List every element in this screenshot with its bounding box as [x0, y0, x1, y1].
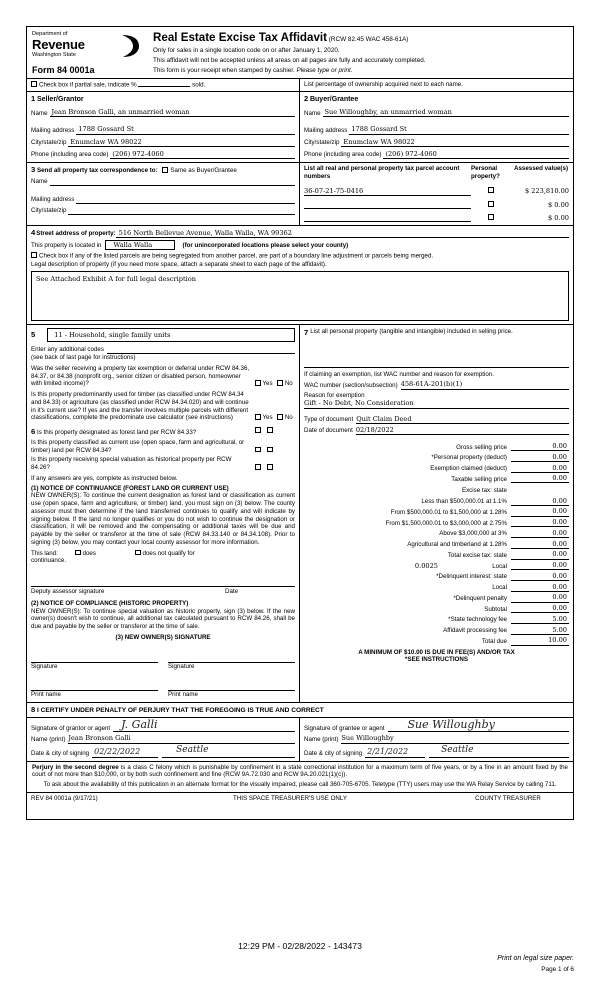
section8-number: 8 — [31, 705, 36, 715]
historic-question: Is this property receiving special valuation as historical property per RCW 84.26? — [31, 456, 232, 472]
document-date-label: Date of document — [304, 427, 353, 435]
same-as-buyer-checkbox[interactable] — [162, 167, 168, 173]
located-in-value[interactable]: Walla Walla — [105, 240, 175, 250]
correspondence-block — [27, 163, 299, 225]
compliance-title: (2) NOTICE OF COMPLIANCE (HISTORIC PROPERTY) — [31, 599, 189, 607]
rate-tier-5-label: Agricultural and timberland at 1.28% — [407, 541, 507, 549]
money-row — [304, 593, 569, 602]
buyer-name-value[interactable]: Sue Willoughby, an unmarried woman — [323, 108, 569, 117]
segregation-label: Check box if any of the listed parcels are being segregated from another parcel, are part of a boundary line adjustment or parcels being merged. — [39, 252, 434, 260]
parcels-heading: List all real and personal property tax parcel account numbers — [304, 165, 460, 180]
personal-property-deduct-value[interactable]: 0.00 — [511, 453, 569, 462]
header-line-2: This affidavit will not be accepted unless all areas on all pages are fully and accurately completed. — [153, 57, 426, 65]
form-title: Real Estate Excise Tax Affidavit — [153, 31, 327, 44]
seller-phone-value[interactable]: (206) 972-4060 — [110, 150, 295, 159]
delinquent-penalty-value[interactable]: 0.00 — [511, 593, 569, 602]
table-row — [304, 214, 569, 222]
exemption-claimed-label: Exemption claimed (deduct) — [430, 464, 507, 472]
compliance-body: NEW OWNER(S): To continue special valuation as historic property, sign (3) below. If the new owner(s) doesn't wish to continue, all additional tax calculated pursuant to RCW 84.26, shall be due and payable by the seller or transferor at the time of sale. — [31, 607, 295, 631]
correspondence-name-value[interactable] — [50, 178, 295, 186]
total-excise-state-value[interactable]: 0.00 — [511, 550, 569, 559]
agency-block — [27, 27, 145, 78]
wac-number-value[interactable]: 458-61A-201(b)(1) — [401, 380, 569, 389]
grantee-city-field[interactable] — [429, 747, 569, 758]
perjury-note-block — [27, 762, 573, 793]
ifyes-note: If any answers are yes, complete as instructed below. — [31, 474, 178, 482]
grantor-printname-label: Name (print) — [31, 735, 66, 743]
ret-affidavit-form — [26, 26, 574, 820]
personal-property-deduct-label: *Personal property (deduct) — [431, 454, 507, 462]
deputy-assessor-label: Deputy assessor signature — [31, 588, 105, 596]
table-row — [304, 201, 569, 209]
new-owner-printname-label-1: Print name — [31, 691, 61, 699]
land-does-not-checkbox[interactable] — [135, 550, 141, 556]
seller-number: 1 — [31, 94, 36, 104]
taxable-selling-price-label: Taxable selling price — [451, 475, 507, 483]
rate-tier-3-value[interactable]: 0.00 — [511, 518, 569, 527]
parcels-block — [299, 163, 573, 225]
buyer-csz-label: City/state/zip — [304, 139, 340, 147]
gross-selling-price-value[interactable]: 0.00 — [511, 442, 569, 451]
seller-name-label: Name — [31, 109, 48, 117]
grantee-date-field[interactable] — [365, 747, 425, 758]
new-owner-signature-label-1: Signature — [31, 662, 58, 670]
money-row — [304, 464, 569, 473]
current-use-question: Is this property classified as current use (open space, farm and agricultural, or timber) land per RCW 84.34? — [31, 438, 245, 454]
exemption-no-label: No — [284, 380, 293, 388]
timber-yes-checkbox[interactable] — [255, 414, 261, 420]
money-row — [304, 442, 569, 451]
grantee-signature-block — [299, 718, 573, 760]
new-owner-signature-title: (3) NEW OWNER(S) SIGNATURE — [115, 633, 211, 641]
form-revision: REV 84 0001a (9/17/21) — [31, 794, 98, 802]
local-value[interactable]: 0.00 — [511, 561, 569, 570]
receipt-timestamp: 12:29 PM - 02/28/2022 - 143473 — [238, 941, 362, 951]
exemption-no-checkbox[interactable] — [277, 380, 283, 386]
wac-number-label: WAC number (section/subsection) — [304, 381, 398, 389]
personal-property-checkbox-0[interactable] — [488, 187, 494, 193]
money-row — [304, 518, 569, 527]
partial-sale-percent[interactable] — [138, 86, 190, 87]
current-use-no-checkbox[interactable] — [267, 447, 273, 453]
state-technology-fee-value[interactable]: 5.00 — [511, 615, 569, 624]
buyer-csz-value[interactable]: Enumclaw WA 98022 — [341, 138, 569, 147]
continuance-body: NEW OWNER(S): To continue the current designation as forest land or classification as current use (open space, farm and agriculture, or timber) land, you must sign on (3) below. The county assessor must then determine if the land transferred continues to qualify and will indicate by signing below. If the land no longer qualifies or you do not wish to continue the designation or classification, it will be removed and the compensating or additional taxes will be due and payable by the seller or transferor at the time of sale (RCW 84.33.140 or 84.34.108). Prior to signing (3) below, you may contact your local county assessor for more information. — [31, 492, 295, 546]
buyer-number: 2 — [304, 94, 309, 104]
assessed-value-1[interactable]: $ 0.00 — [548, 200, 569, 209]
additional-codes-label: Enter any additional codes — [31, 346, 104, 354]
partial-sale-checkbox[interactable] — [31, 81, 37, 87]
grantor-printname-value[interactable]: Jean Bronson Galli — [68, 734, 295, 743]
buyer-phone-value[interactable]: (206) 972-4060 — [383, 150, 569, 159]
grantor-city-value: Seattle — [176, 745, 209, 756]
continuance-word: continuance. — [31, 557, 67, 565]
rate-tier-1-label: Less than $500,000.01 at 1.1% — [421, 498, 507, 506]
timber-no-checkbox[interactable] — [277, 414, 283, 420]
ada-note: To ask about the availability of this publication in an alternate format for the visually impaired, please call 360-705-6705. Teletype (TTY) users may use the WA Relay Service by calling 711. — [43, 781, 557, 789]
local-label: Local — [492, 562, 507, 570]
grantee-date-label: Date & city of signing — [304, 749, 363, 757]
forest-no-checkbox[interactable] — [267, 427, 273, 433]
personal-property-checkbox-1[interactable] — [488, 201, 494, 207]
correspondence-heading: Send all property tax correspondence to: — [36, 167, 158, 175]
grantee-signature-field[interactable] — [388, 717, 570, 732]
assessed-value-2[interactable]: $ 0.00 — [548, 214, 569, 223]
rate-tier-4-value[interactable]: 0.00 — [511, 529, 569, 538]
money-row — [304, 636, 569, 645]
subtotal-label: Subtotal — [484, 605, 507, 613]
correspondence-name-label: Name — [31, 178, 48, 186]
correspondence-mailing-label: Mailing address — [31, 196, 75, 204]
taxable-selling-price-value[interactable]: 0.00 — [511, 474, 569, 483]
document-date-value[interactable]: 02/18/2022 — [356, 426, 569, 435]
partial-sale-suffix: sold. — [192, 81, 206, 89]
certification-heading: I CERTIFY UNDER PENALTY OF PERJURY THAT THE FOREGOING IS TRUE AND CORRECT — [36, 707, 324, 715]
new-owner-printname-2[interactable] — [168, 679, 295, 691]
exemption-yes-label: Yes — [262, 380, 273, 388]
affidavit-processing-fee-value[interactable]: 5.00 — [511, 626, 569, 635]
deputy-date-label: Date — [225, 588, 239, 596]
minimum-due-note: A MINIMUM OF $10.00 IS DUE IN FEE(S) AND/OR TAX — [358, 648, 515, 656]
unincorporated-note: (for unincorporated locations please select your county) — [182, 242, 349, 250]
partial-sale-row — [27, 79, 573, 92]
print-size-note: Print on legal size paper. — [497, 955, 574, 962]
rate-tier-2-label: From $500,000.01 to $1,500,000 at 1.28% — [390, 508, 507, 516]
rate-tier-1-value[interactable]: 0.00 — [511, 497, 569, 506]
use-code-number: 5 — [31, 330, 36, 340]
perjury-bold: Perjury in the second degree — [32, 763, 119, 771]
state-label: Washington State — [32, 51, 76, 58]
assessed-value-0[interactable]: $ 223,810.00 — [524, 186, 569, 195]
grantee-city-value: Seattle — [441, 745, 474, 756]
grantor-signature-block — [27, 718, 299, 760]
money-row — [304, 507, 569, 516]
seller-csz-label: City/state/zip — [31, 139, 67, 147]
buyer-heading: Buyer/Grantee — [309, 96, 359, 104]
new-owner-signature-label-2: Signature — [168, 662, 195, 670]
timber-question-text: Is this property predominantly used for timber (as classified under RCW 84.34 and 84.33) or agriculture (as classified under RCW 84.34.020) and will continue in it's current use? If yes and the transfer involves multiple parcels with different classifications, complete the predominate use calculator (see instructions) — [31, 391, 249, 422]
delinquent-interest-state-label: *Delinquent interest: state — [436, 573, 507, 581]
form-number: Form 84 0001a — [32, 64, 95, 75]
money-row — [304, 474, 569, 483]
parcel-number-2[interactable] — [304, 214, 471, 222]
right-column — [299, 325, 573, 702]
seller-mailing-label: Mailing address — [31, 126, 75, 134]
rate-tier-3-label: From $1,500,000.01 to $3,000,000 at 2.75% — [385, 519, 507, 527]
county-treasurer-label: COUNTY TREASURER — [475, 794, 541, 802]
local-rate-value: 0.0025 — [414, 562, 438, 571]
section7-number: 7 — [304, 328, 309, 338]
timber-yes-label: Yes — [262, 414, 273, 422]
grantor-date-value: 02/22/2022 — [94, 746, 141, 756]
treasurer-use-label: THIS SPACE TREASURER'S USE ONLY — [233, 794, 347, 802]
header-line-3-b: Please type or print. — [296, 67, 353, 75]
grantee-signature-value: Sue Willoughby — [407, 717, 495, 731]
total-due-value[interactable]: 10.00 — [511, 636, 569, 645]
this-land-label: This land: — [31, 549, 58, 557]
personal-property-list[interactable] — [304, 338, 569, 368]
exemption-instruction: If claiming an exemption, list WAC number and reason for exemption. — [304, 370, 494, 378]
delinquent-penalty-label: *Delinquent penalty — [453, 594, 507, 602]
new-owner-signature-2[interactable] — [168, 651, 295, 663]
correspondence-mailing-value[interactable] — [76, 196, 295, 204]
street-number: 4 — [31, 228, 36, 238]
buyer-mailing-label: Mailing address — [304, 126, 348, 134]
deputy-assessor-signature-line[interactable] — [31, 575, 295, 587]
personal-property-heading: Personal property? — [471, 165, 500, 180]
seller-phone-label: Phone (including area code) — [31, 151, 109, 159]
section6-number: 6 — [31, 427, 36, 437]
gross-selling-price-label: Gross selling price — [456, 443, 507, 451]
header-line-3 — [153, 67, 569, 75]
excise-tax-header-row — [304, 487, 569, 495]
delinquent-interest-local-value[interactable]: 0.00 — [511, 583, 569, 592]
parcel-number-0[interactable]: 36-07-21-75-0416 — [304, 187, 471, 196]
money-row — [304, 497, 569, 506]
document-type-label: Type of document — [304, 416, 354, 424]
parties-row — [27, 92, 573, 163]
reason-label: Reason for exemption — [304, 391, 365, 399]
correspondence-csz-label: City/state/zip — [31, 207, 67, 215]
grantor-date-field[interactable] — [92, 747, 158, 758]
located-in-label: This property is located in — [31, 242, 102, 250]
section7-heading: List all personal property (tangible and intangible) included in selling price. — [310, 328, 513, 336]
seller-name-value[interactable]: Jean Bronson Galli, an unmarried woman — [50, 108, 295, 117]
buyer-name-label: Name — [304, 109, 321, 117]
perjury-body: is a class C felony which is punishable by confinement in a state correctional institution for a maximum term of five years, or by a fine in an amount fixed by the court of not more than $10,000, or by both such confinement and fine (RCW 9A.72.030 and RCW 9A.20.021(1)(c)). — [32, 763, 568, 779]
department-label: Department of — [32, 31, 68, 37]
header-line-3-a: This form is your receipt when stamped by cashier. — [153, 67, 295, 75]
delinquent-interest-local-label: Local — [492, 584, 507, 592]
money-row — [304, 540, 569, 549]
forest-yes-checkbox[interactable] — [255, 427, 261, 433]
street-label: Street address of property: — [36, 230, 116, 238]
revenue-logo-icon — [119, 33, 141, 59]
correspondence-number: 3 — [31, 165, 36, 175]
money-row — [304, 529, 569, 538]
form-title-citation: (RCW 82.45 WAC 458-61A) — [328, 36, 409, 43]
document-type-value[interactable]: Quit Claim Deed — [356, 415, 569, 424]
continuance-title: (1) NOTICE OF CONTINUANCE (FOREST LAND OR CURRENT USE) — [31, 484, 229, 492]
certification-heading-row — [27, 702, 573, 718]
form-footer — [27, 793, 573, 819]
current-use-yes-checkbox[interactable] — [255, 447, 261, 453]
money-row — [304, 626, 569, 635]
partial-sale-left — [27, 79, 299, 91]
money-row — [304, 572, 569, 581]
seller-block — [27, 92, 299, 162]
left-column — [27, 325, 299, 702]
table-row — [304, 187, 569, 196]
exemption-question: Was the seller receiving a property tax exemption or deferral under RCW 84.36, 84.37, or 84.38 (nonprofit org., senior citizen or disabled person, homeowner with limited income)? — [31, 364, 250, 388]
money-row — [304, 453, 569, 462]
correspondence-parcels-row — [27, 163, 573, 226]
land-does-checkbox[interactable] — [75, 550, 81, 556]
land-does-not-label: does not qualify for — [142, 549, 195, 557]
money-row — [304, 561, 569, 570]
state-technology-fee-label: *State technology fee — [448, 616, 507, 624]
exemption-claimed-value[interactable]: 0.00 — [511, 464, 569, 473]
page-number: Page 1 of 6 — [541, 966, 574, 973]
grantor-date-label: Date & city of signing — [31, 749, 90, 757]
rate-tier-4-label: Above $3,000,000 at 3% — [439, 530, 507, 538]
legal-description-value[interactable]: See Attached Exhibit A for full legal description — [31, 271, 569, 321]
title-block — [145, 27, 573, 78]
street-value[interactable]: 516 North Bellevue Avenue, Walla Walla, WA 99362 — [116, 229, 569, 238]
grantee-date-value: 2/21/2022 — [367, 746, 409, 756]
rate-tier-5-value[interactable]: 0.00 — [511, 540, 569, 549]
money-row — [304, 550, 569, 559]
personal-property-checkbox-2[interactable] — [488, 214, 494, 220]
grantor-city-field[interactable] — [162, 747, 295, 758]
grantor-signature-value: J. Galli — [121, 717, 158, 731]
legal-description-label: Legal description of property (if you need more space, attach a separate sheet to each page of the affidavit). — [31, 261, 327, 269]
reason-value[interactable]: Gift - No Debt, No Consideration — [304, 399, 569, 408]
segregation-checkbox[interactable] — [31, 252, 37, 258]
total-due-label: Total due — [481, 637, 507, 645]
new-owner-printname-label-2: Print name — [168, 691, 198, 699]
additional-codes-note: (see back of last page for instructions) — [31, 354, 136, 362]
street-address-block — [27, 226, 573, 325]
use-code-value[interactable]: 11 - Household, single family units — [47, 328, 295, 342]
forest-land-question: Is this property designated as forest land per RCW 84.33? — [36, 429, 197, 437]
header-line-1: Only for sales in a single location code on or after January 1, 2020. — [153, 47, 340, 55]
grantor-signature-field[interactable] — [113, 717, 295, 732]
historic-yes-checkbox[interactable] — [255, 464, 261, 470]
timber-no-label: No — [284, 414, 293, 422]
excise-tax-state-header: Excise tax: state — [461, 487, 507, 495]
form-header — [27, 27, 573, 79]
buyer-block — [299, 92, 573, 162]
parcel-number-1[interactable] — [304, 201, 471, 209]
exemption-yes-checkbox[interactable] — [255, 380, 261, 386]
same-as-buyer-label: Same as Buyer/Grantee — [170, 167, 237, 175]
grantee-printname-value[interactable]: Sue Willoughby — [341, 734, 569, 743]
assessed-value-heading: Assessed value(s) — [514, 165, 568, 173]
rate-tier-2-value[interactable]: 0.00 — [511, 507, 569, 516]
buyer-mailing-value[interactable]: 1788 Gossard St — [349, 125, 569, 134]
money-row — [304, 604, 569, 613]
use-code-and-tax-row — [27, 325, 573, 702]
see-instructions-note: *SEE INSTRUCTIONS — [405, 656, 468, 664]
new-owner-signature-1[interactable] — [31, 651, 158, 663]
grantee-printname-label: Name (print) — [304, 735, 339, 743]
revenue-wordmark: Revenue — [32, 36, 85, 52]
affidavit-processing-fee-label: Affidavit processing fee — [443, 627, 507, 635]
timber-question — [31, 391, 255, 422]
signature-row — [27, 718, 573, 761]
grantor-signature-label: Signature of grantor or agent — [31, 724, 111, 732]
money-row — [304, 615, 569, 624]
land-does-label: does — [82, 549, 96, 557]
new-owner-printname-1[interactable] — [31, 679, 158, 691]
delinquent-interest-state-value[interactable]: 0.00 — [511, 572, 569, 581]
seller-heading: Seller/Grantor — [36, 96, 84, 104]
historic-no-checkbox[interactable] — [267, 464, 273, 470]
subtotal-value[interactable]: 0.00 — [511, 604, 569, 613]
ownership-note: List percentage of ownership acquired next to each name. — [299, 79, 573, 91]
correspondence-csz-value[interactable] — [68, 207, 295, 215]
buyer-phone-label: Phone (including area code) — [304, 151, 382, 159]
total-excise-state-label: Total excise tax: state — [447, 551, 507, 559]
seller-mailing-value[interactable]: 1788 Gossard St — [76, 125, 295, 134]
seller-csz-value[interactable]: Enumclaw WA 98022 — [68, 138, 295, 147]
partial-sale-label: Check box if partial sale, indicate % — [39, 81, 137, 89]
grantee-signature-label: Signature of grantee or agent — [304, 724, 385, 732]
money-row — [304, 583, 569, 592]
